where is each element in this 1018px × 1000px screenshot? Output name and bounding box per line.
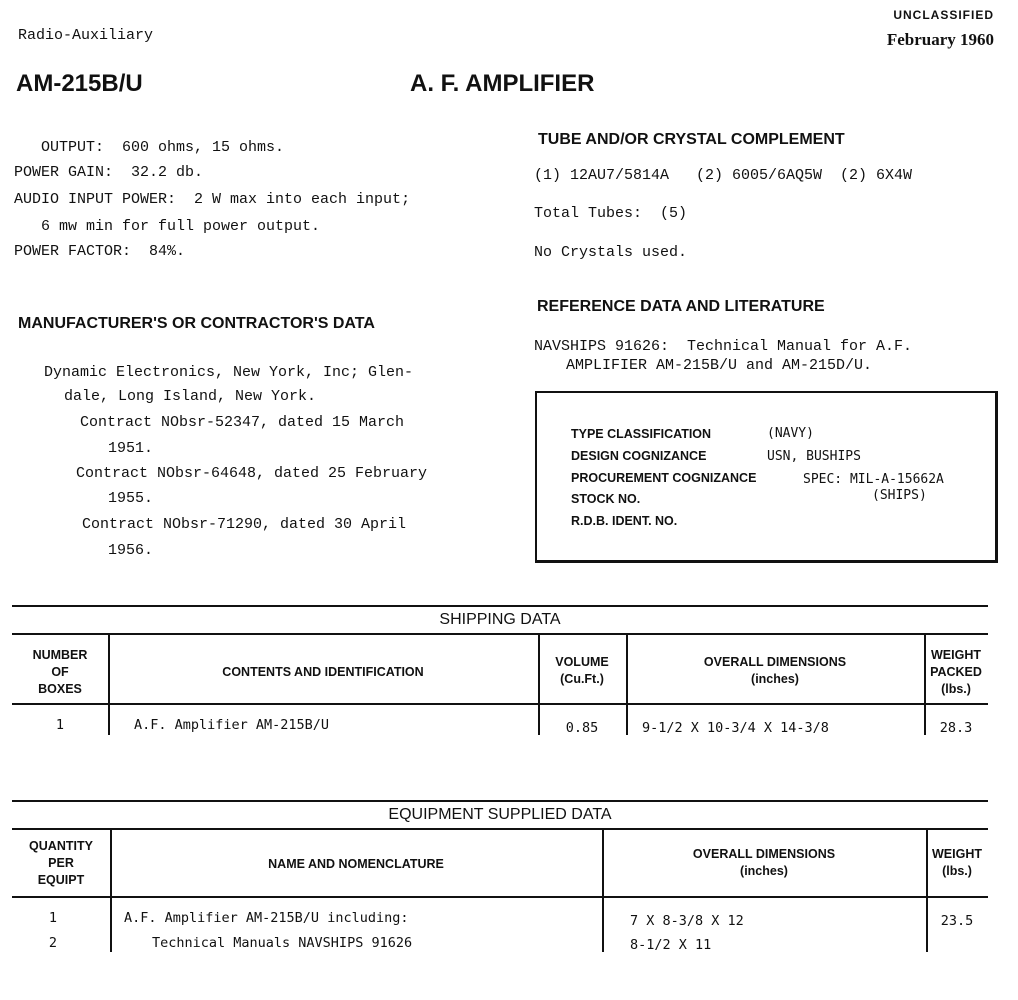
contract-line: 1951. <box>108 440 154 457</box>
crystals-note: No Crystals used. <box>534 244 688 261</box>
header-quantity: QUANTITY PER EQUIPT <box>29 839 93 887</box>
procurement-spec-ships: (SHIPS) <box>872 488 927 503</box>
contract-line: Contract NObsr-64648, dated 25 February <box>76 465 428 482</box>
type-classification-value: (NAVY) <box>767 426 814 441</box>
procurement-cognizance-label: PROCUREMENT COGNIZANCE <box>571 471 757 485</box>
classification-marking: UNCLASSIFIED <box>893 8 994 22</box>
cell-name: Technical Manuals NAVSHIPS 91626 <box>152 935 413 951</box>
equipment-supplied-table <box>12 800 988 962</box>
cell-dimensions: 7 X 8-3/8 X 12 <box>630 913 744 929</box>
rdb-ident-label: R.D.B. IDENT. NO. <box>571 514 678 528</box>
design-cognizance-label: DESIGN COGNIZANCE <box>571 449 707 463</box>
contract-line: Contract NObsr-52347, dated 15 March <box>80 414 405 431</box>
header-volume: VOLUME (Cu.Ft.) <box>555 655 609 686</box>
cell-boxes: 1 <box>55 717 65 733</box>
total-tubes: Total Tubes: (5) <box>534 205 688 222</box>
cell-quantity: 1 <box>48 910 58 926</box>
tube-complement-heading: TUBE AND/OR CRYSTAL COMPLEMENT <box>538 131 845 148</box>
design-cognizance-value: USN, BUSHIPS <box>767 449 861 464</box>
procurement-spec-value: SPEC: MIL-A-15662A <box>803 472 944 487</box>
spec-power-gain: POWER GAIN: 32.2 db. <box>14 164 204 181</box>
header-number-of-boxes: NUMBER OF BOXES <box>32 648 88 696</box>
reference-line: AMPLIFIER AM-215B/U and AM-215D/U. <box>566 357 873 374</box>
classification-box <box>535 391 998 563</box>
shipping-data-table <box>12 605 988 737</box>
equipment-supplied-title: EQUIPMENT SUPPLIED DATA <box>12 802 988 830</box>
model-number: AM-215B/U <box>16 70 143 97</box>
stock-number-label: STOCK NO. <box>571 492 641 506</box>
spec-audio-input: AUDIO INPUT POWER: 2 W max into each input; <box>14 191 411 208</box>
cell-weight: 23.5 <box>940 913 974 929</box>
spec-power-factor: POWER FACTOR: 84%. <box>14 243 186 260</box>
reference-line: NAVSHIPS 91626: Technical Manual for A.F. <box>534 338 913 355</box>
header-weight-packed: WEIGHT PACKED (lbs.) <box>930 648 982 696</box>
contract-line: 1955. <box>108 490 154 507</box>
contract-line: Contract NObsr-71290, dated 30 April <box>82 516 407 533</box>
reference-heading: REFERENCE DATA AND LITERATURE <box>537 298 825 315</box>
cell-volume: 0.85 <box>565 720 599 736</box>
manufacturer-line: dale, Long Island, New York. <box>64 388 317 405</box>
cell-contents: A.F. Amplifier AM-215B/U <box>134 717 330 733</box>
spec-audio-input-cont: 6 mw min for full power output. <box>14 218 321 235</box>
page-title: A. F. AMPLIFIER <box>410 70 595 97</box>
equipment-category: Radio-Auxiliary <box>18 27 154 44</box>
header-name-nomenclature: NAME AND NOMENCLATURE <box>268 857 444 871</box>
type-classification-label: TYPE CLASSIFICATION <box>571 427 712 441</box>
header-weight: WEIGHT (lbs.) <box>932 847 982 878</box>
manufacturer-heading: MANUFACTURER'S OR CONTRACTOR'S DATA <box>18 315 375 332</box>
cell-quantity: 2 <box>48 935 58 951</box>
header-overall-dimensions: OVERALL DIMENSIONS (inches) <box>703 655 847 686</box>
contract-line: 1956. <box>108 542 154 559</box>
cell-dimensions: 9-1/2 X 10-3/4 X 14-3/8 <box>642 720 829 736</box>
spec-output: OUTPUT: 600 ohms, 15 ohms. <box>14 139 285 156</box>
cell-name: A.F. Amplifier AM-215B/U including: <box>124 910 409 926</box>
header-contents: CONTENTS AND IDENTIFICATION <box>222 665 424 679</box>
cell-dimensions: 8-1/2 X 11 <box>630 937 712 953</box>
cell-weight: 28.3 <box>939 720 973 736</box>
manufacturer-line: Dynamic Electronics, New York, Inc; Glen- <box>44 364 414 381</box>
shipping-data-title: SHIPPING DATA <box>12 607 988 635</box>
publication-date: February 1960 <box>886 30 994 49</box>
header-overall-dimensions: OVERALL DIMENSIONS (inches) <box>692 847 836 878</box>
tube-complement-list: (1) 12AU7/5814A (2) 6005/6AQ5W (2) 6X4W <box>534 167 913 184</box>
